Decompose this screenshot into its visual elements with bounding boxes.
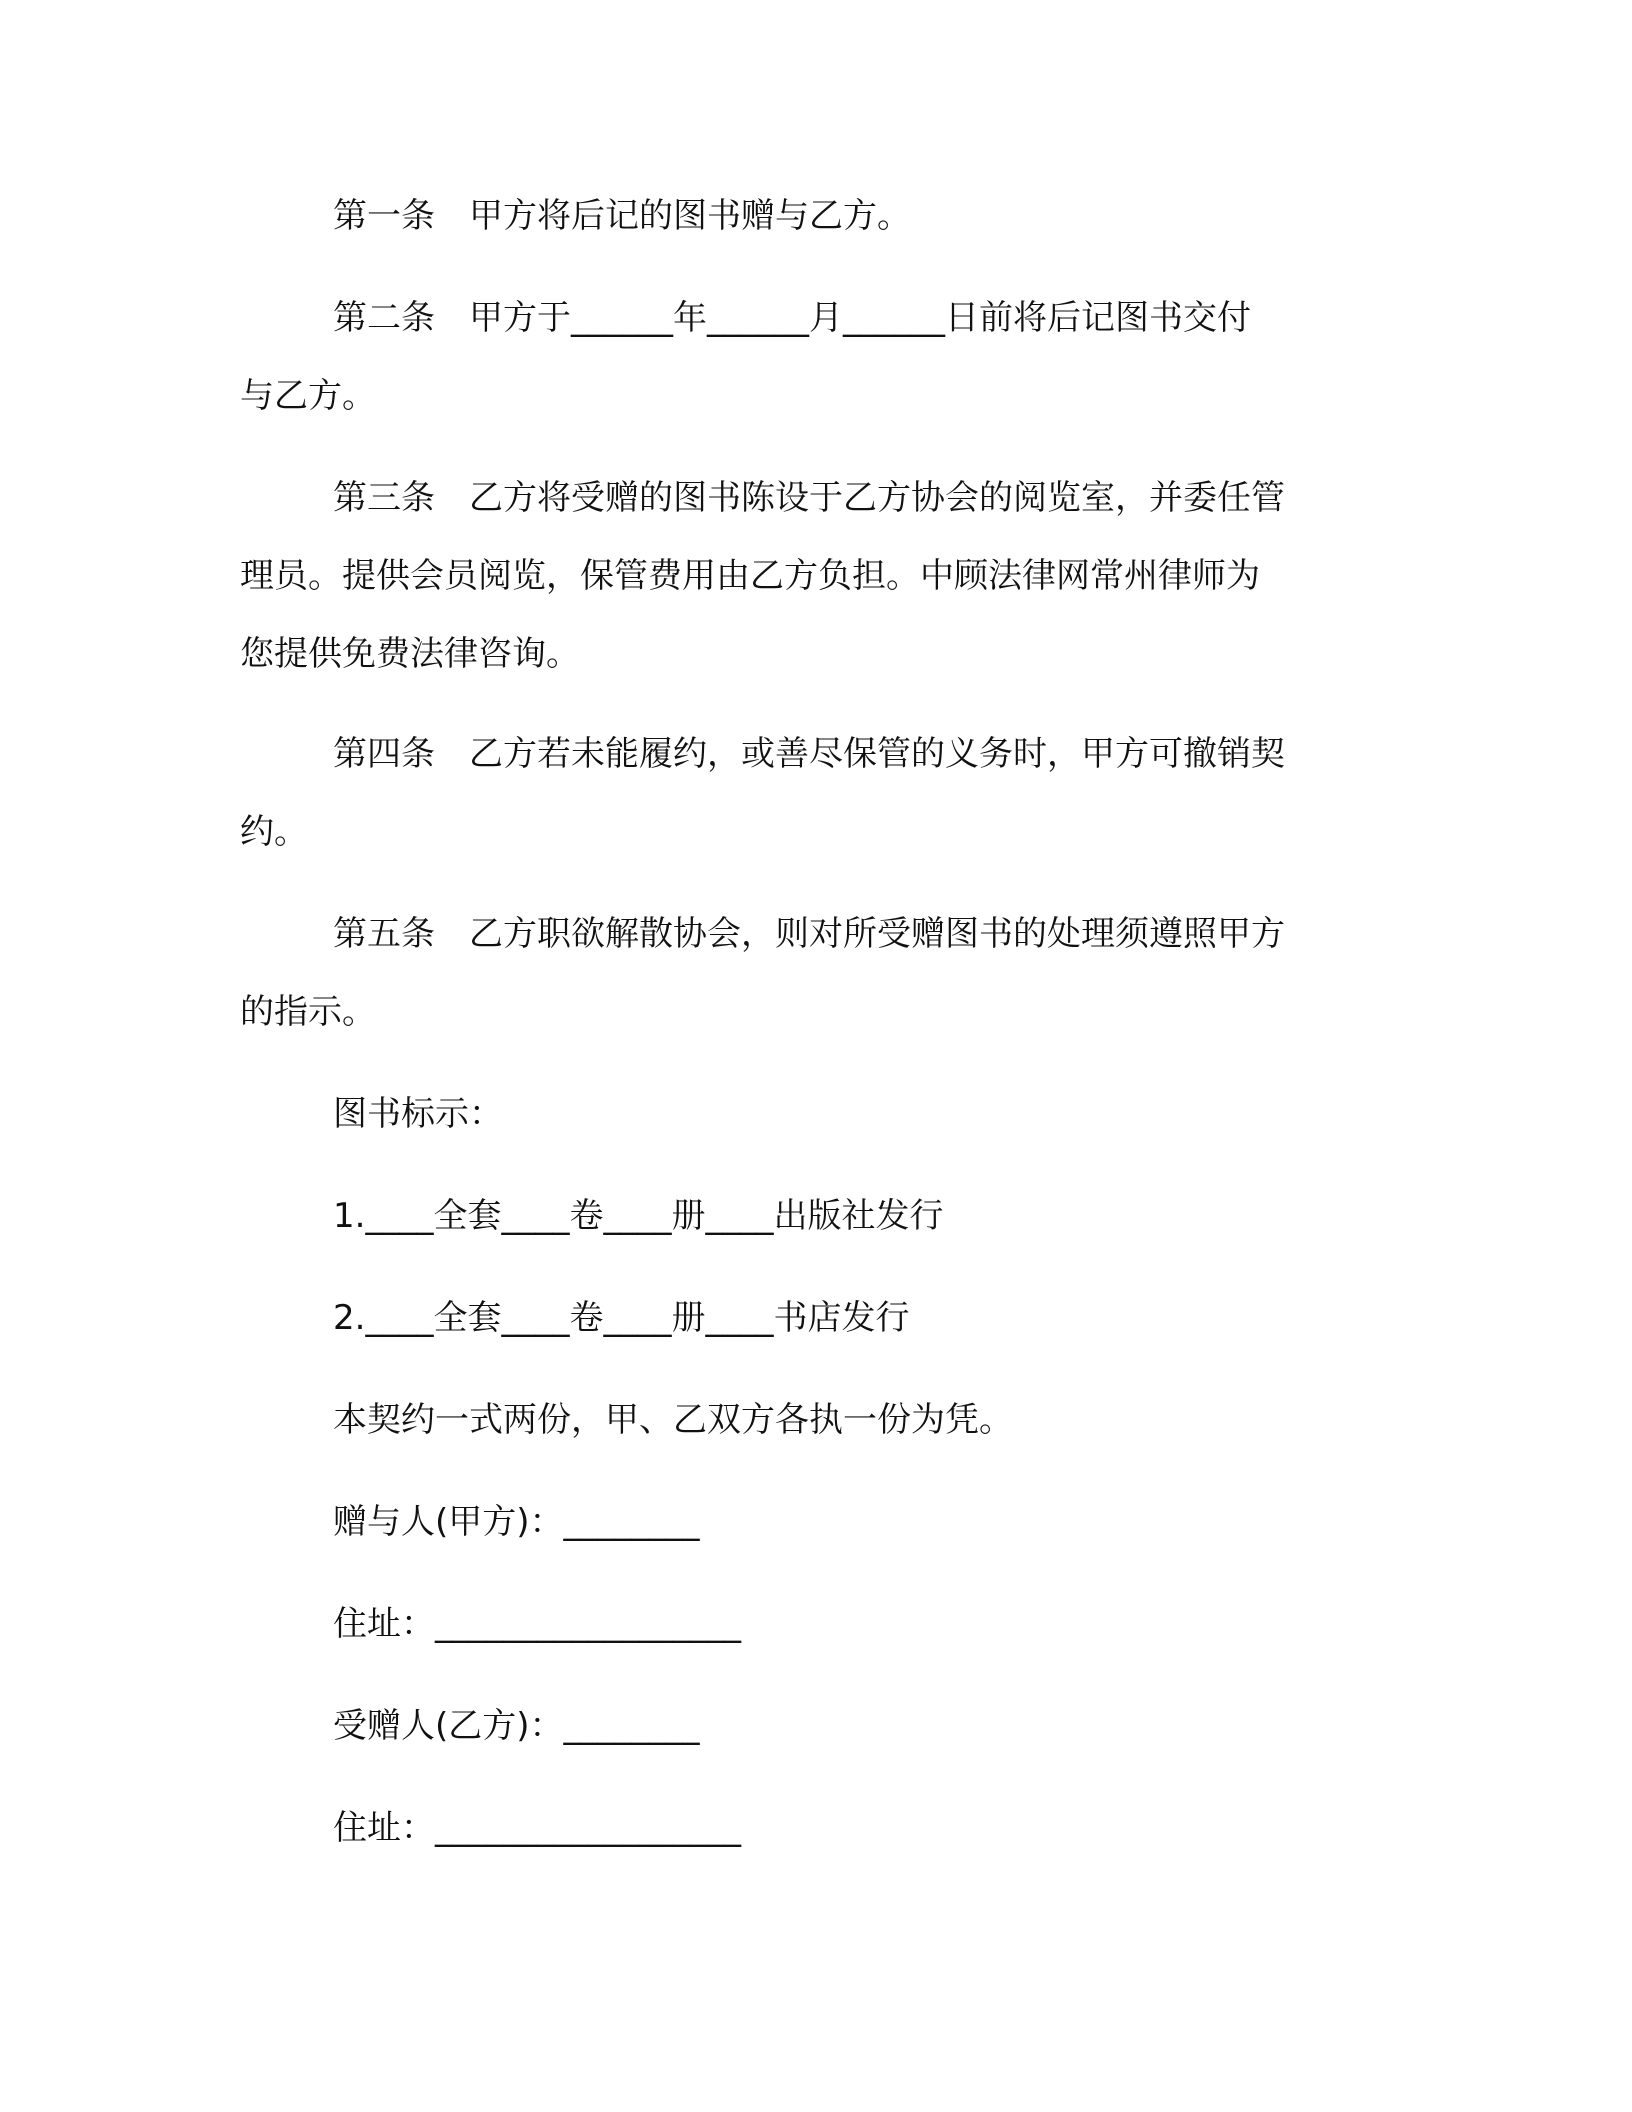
article-1-line-1: 第一条 甲方将后记的图书赠与乙方。 xyxy=(333,196,911,236)
article-3-line-2: 理员。提供会员阅览，保管费用由乙方负担。中顾法律网常州律师为 xyxy=(240,556,1260,596)
book-item-2: 2.____全套____卷____册____书店发行 xyxy=(333,1298,910,1338)
book-item-1: 1.____全套____卷____册____出版社发行 xyxy=(333,1196,944,1236)
article-3-line-3: 您提供免费法律咨询。 xyxy=(240,634,580,674)
article-5-line-1: 第五条 乙方职欲解散协会，则对所受赠图书的处理须遵照甲方 xyxy=(333,914,1285,954)
donee-label: 受赠人(乙方)：________ xyxy=(333,1706,700,1746)
book-heading: 图书标示： xyxy=(333,1094,503,1134)
article-5-line-2: 的指示。 xyxy=(240,992,376,1032)
copies-clause: 本契约一式两份，甲、乙双方各执一份为凭。 xyxy=(333,1400,1013,1440)
donor-label: 赠与人(甲方)：________ xyxy=(333,1502,700,1542)
article-2-line-2: 与乙方。 xyxy=(240,376,376,416)
donee-address: 住址：__________________ xyxy=(333,1808,741,1848)
article-4-line-2: 约。 xyxy=(240,812,308,852)
article-4-line-1: 第四条 乙方若未能履约，或善尽保管的义务时，甲方可撤销契 xyxy=(333,734,1285,774)
article-3-line-1: 第三条 乙方将受赠的图书陈设于乙方协会的阅览室，并委任管 xyxy=(333,478,1285,518)
article-2-line-1: 第二条 甲方于______年______月______日前将后记图书交付 xyxy=(333,298,1251,338)
donor-address: 住址：__________________ xyxy=(333,1604,741,1644)
